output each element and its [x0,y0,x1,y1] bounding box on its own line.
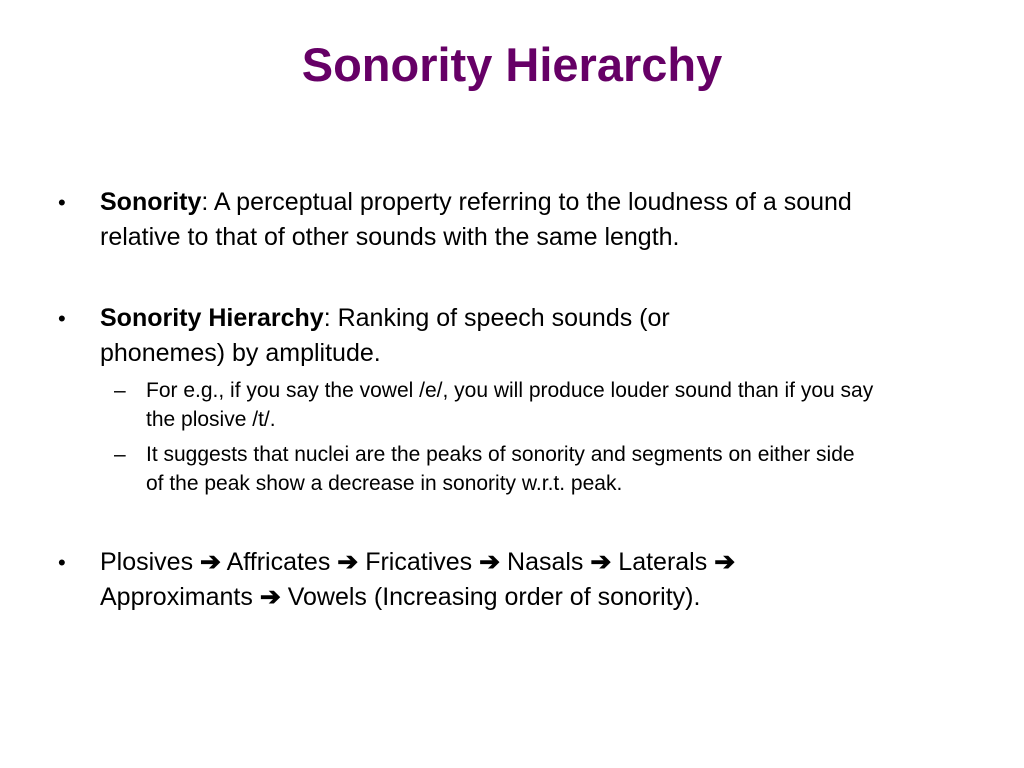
arrow-right-icon: ➔ [714,548,736,576]
dash-icon: – [114,379,126,402]
bullet-icon: • [58,550,66,575]
sequence-item: Affricates [226,548,331,576]
arrow-right-icon: ➔ [479,548,501,576]
arrow-right-icon: ➔ [337,548,359,576]
bullet-icon: • [58,306,66,331]
sequence-item: Laterals [618,548,708,576]
bullet-text: : Ranking of speech sounds (or phonemes) by amplitude. [100,304,670,367]
bullet-sonority-hierarchy [58,301,790,371]
sequence-item: Vowels [287,583,367,611]
slide-title: Sonority Hierarchy [301,38,723,91]
sub-bullet-text: For e.g., if you say the vowel /e/, you will produce louder sound than if you say the plosive /t/. [146,379,874,431]
bullet-term: Sonority Hierarchy [100,304,324,332]
bullet-icon: • [58,190,66,215]
bullet-sonority [58,185,900,255]
arrow-right-icon: ➔ [200,548,221,576]
sequence-suffix: (Increasing order of sonority). [366,583,701,611]
sub-bullet-text: It suggests that nuclei are the peaks of sonority and segments on either side of the peak show a decrease in sonority w.r.t. peak. [146,443,855,495]
sub-bullet-nuclei [114,440,856,498]
bullet-term: Sonority [100,188,202,216]
sub-bullet-example [114,376,886,434]
arrow-right-icon: ➔ [590,548,612,576]
arrow-right-icon: ➔ [259,583,281,611]
dash-icon: – [114,443,126,466]
sequence-item: Fricatives [365,548,473,576]
bullet-sonority-order [58,545,860,615]
sequence-item: Approximants [100,583,253,611]
bullet-text: : A perceptual property referring to the loudness of a sound relative to that of other sounds with the same length. [100,188,852,251]
sequence-item: Plosives [100,548,194,576]
sequence-item: Nasals [507,548,584,576]
